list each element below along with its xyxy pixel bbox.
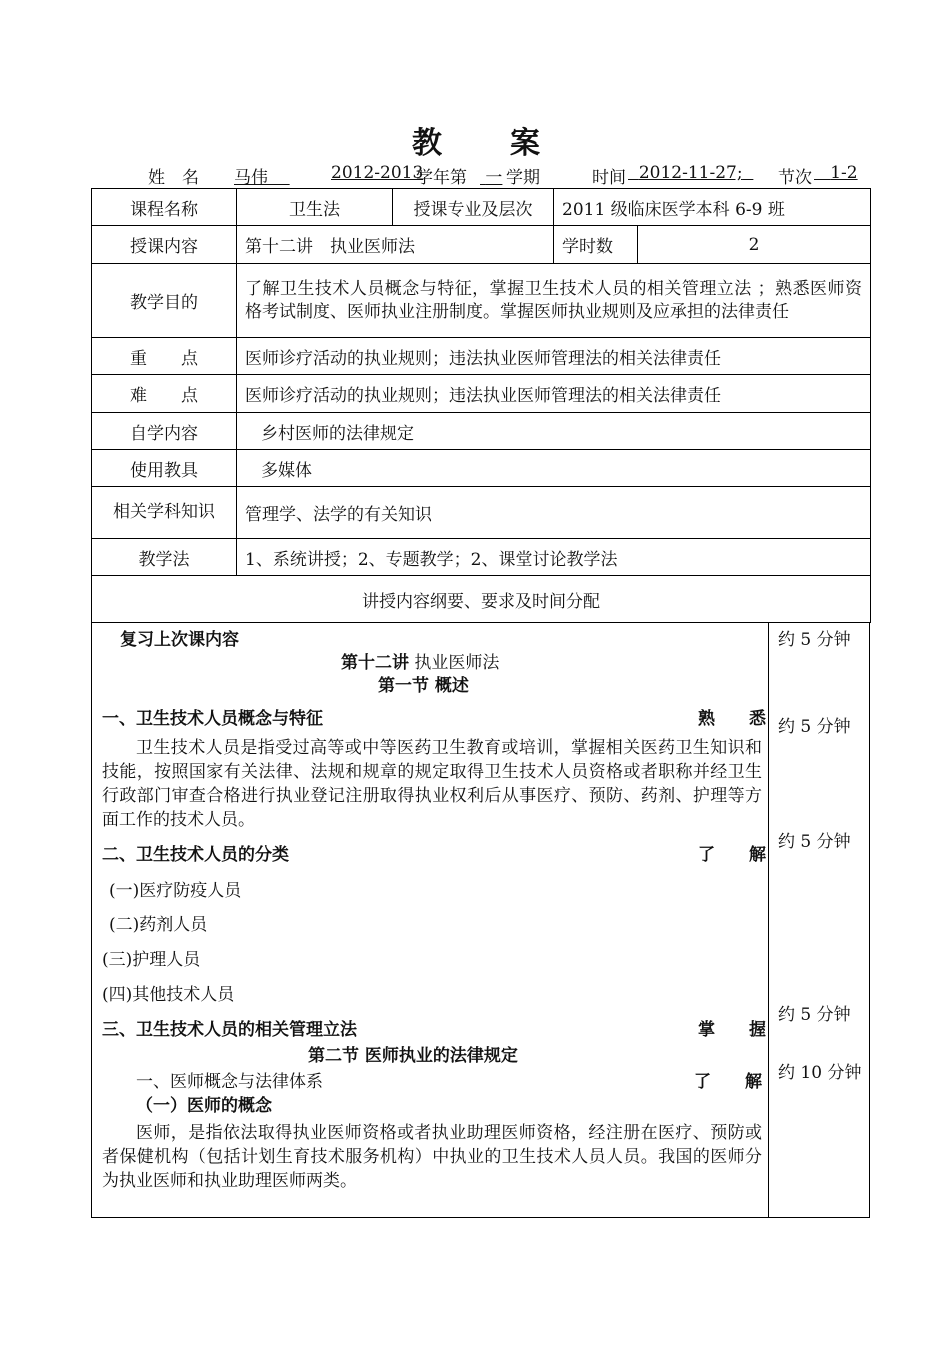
goal-value: 了解卫生技术人员概念与特征，掌握卫生技术人员的相关管理立法 ；熟悉医师资格考试制度、医师执业注册制度。掌握医师执业规则及应承担的法律责任 [237, 264, 871, 338]
content-value: 第十二讲 执业医师法 [237, 226, 554, 264]
content-row [92, 226, 871, 264]
subheading-physician-law: 一、医师概念与法律体系 [136, 1072, 323, 1092]
info-table [91, 188, 871, 623]
paragraph-concept: 卫生技术人员是指受过高等或中等医药卫生教育或培训，掌握相关医药卫生知识和技能，按照国家有关法律、法规和规章的规定取得卫生技术人员资格或者职称并经卫生行政部门审查合格进行执业登记注册取得执业权利后从事医疗、预防、药剂、护理等方面工作的技术人员。 [102, 738, 762, 830]
time-label: 时间 [592, 168, 626, 188]
self-study-value: 乡村医师的法律规定 [237, 413, 871, 450]
method-row [92, 539, 871, 576]
header-line [90, 163, 870, 189]
tools-value: 多媒体 [237, 450, 871, 487]
heading-legislation: 三、卫生技术人员的相关管理立法 [102, 1020, 357, 1040]
time-5: 约 10 分钟 [778, 1063, 862, 1083]
course-row [92, 189, 871, 226]
time-3: 约 5 分钟 [778, 832, 851, 852]
year-value: 2012-2013 [331, 163, 424, 183]
session-label: 节次 [778, 168, 812, 188]
course-label: 课程名称 [92, 189, 237, 226]
requirement-familiar: 熟 悉 [698, 709, 766, 729]
document-title [0, 118, 952, 162]
category-nursing: (三)护理人员 [102, 950, 201, 970]
time-column-divider [768, 622, 769, 1217]
heading-classification: 二、卫生技术人员的分类 [102, 845, 289, 865]
name-value: 马伟 [234, 168, 268, 188]
paragraph-physician: 医师，是指依法取得执业医师资格或者执业助理医师资格，经注册在医疗、预防或者保健机构（包括计划生育技术服务机构）中执业的卫生技术人员人员。我国的医师分为执业医师和执业助理医师两类。 [102, 1123, 762, 1191]
term-label: 学期 [506, 168, 540, 188]
self-study-row [92, 413, 871, 450]
hours-value: 2 [638, 226, 871, 264]
tools-row [92, 450, 871, 487]
time-value: 2012-11-27; [638, 163, 743, 183]
key-row [92, 338, 871, 375]
requirement-master: 掌 握 [698, 1020, 766, 1040]
method-value: 1、系统讲授；2、专题教学；2、课堂讨论教学法 [237, 539, 871, 576]
time-1: 约 5 分钟 [778, 630, 851, 650]
key-value: 医师诊疗活动的执业规则；违法执业医师管理法的相关法律责任 [237, 338, 871, 375]
heading-concept: 一、卫生技术人员概念与特征 [102, 709, 323, 729]
lecture-content [91, 622, 870, 1218]
major-label: 授课专业及层次 [393, 189, 554, 226]
hard-row [92, 375, 871, 413]
section-2-title: 第二节 医师执业的法律规定 [308, 1046, 518, 1066]
goal-label: 教学目的 [92, 264, 237, 338]
self-study-label: 自学内容 [92, 413, 237, 450]
requirement-understand-1: 了 解 [698, 845, 766, 865]
section-1-title: 第一节 概述 [378, 676, 469, 696]
outline-header-row [92, 576, 871, 623]
category-medical: (一)医疗防疫人员 [109, 881, 242, 901]
related-value: 管理学、法学的有关知识 [237, 487, 871, 539]
title-char-1: 教 [412, 126, 442, 161]
related-row [92, 487, 871, 539]
related-label: 相关学科知识 [92, 487, 237, 539]
method-label: 教学法 [92, 539, 237, 576]
course-value: 卫生法 [237, 189, 393, 226]
hard-value: 医师诊疗活动的执业规则；违法执业医师管理法的相关法律责任 [237, 375, 871, 413]
time-2: 约 5 分钟 [778, 717, 851, 737]
year-label: 学年第 [416, 168, 467, 188]
name-label: 姓 名 [148, 168, 199, 188]
category-other: (四)其他技术人员 [102, 985, 235, 1005]
session-value: 1-2 [830, 163, 858, 183]
review-heading: 复习上次课内容 [120, 630, 239, 650]
goal-row [92, 264, 871, 338]
major-value: 2011 级临床医学本科 6-9 班 [554, 189, 871, 226]
content-label: 授课内容 [92, 226, 237, 264]
key-label: 重 点 [92, 338, 237, 375]
category-pharmacy: (二)药剂人员 [109, 915, 208, 935]
subheading-physician-concept: （一）医师的概念 [136, 1096, 272, 1116]
hours-label: 学时数 [554, 226, 638, 264]
hard-label: 难 点 [92, 375, 237, 413]
title-char-2: 案 [510, 126, 540, 161]
outline-header: 讲授内容纲要、要求及时间分配 [92, 576, 871, 623]
term-value: 一 [485, 168, 503, 188]
tools-label: 使用教具 [92, 450, 237, 487]
lecture-title: 第十二讲 执业医师法 [341, 653, 500, 673]
time-4: 约 5 分钟 [778, 1005, 851, 1025]
requirement-understand-2: 了 解 [694, 1072, 762, 1092]
